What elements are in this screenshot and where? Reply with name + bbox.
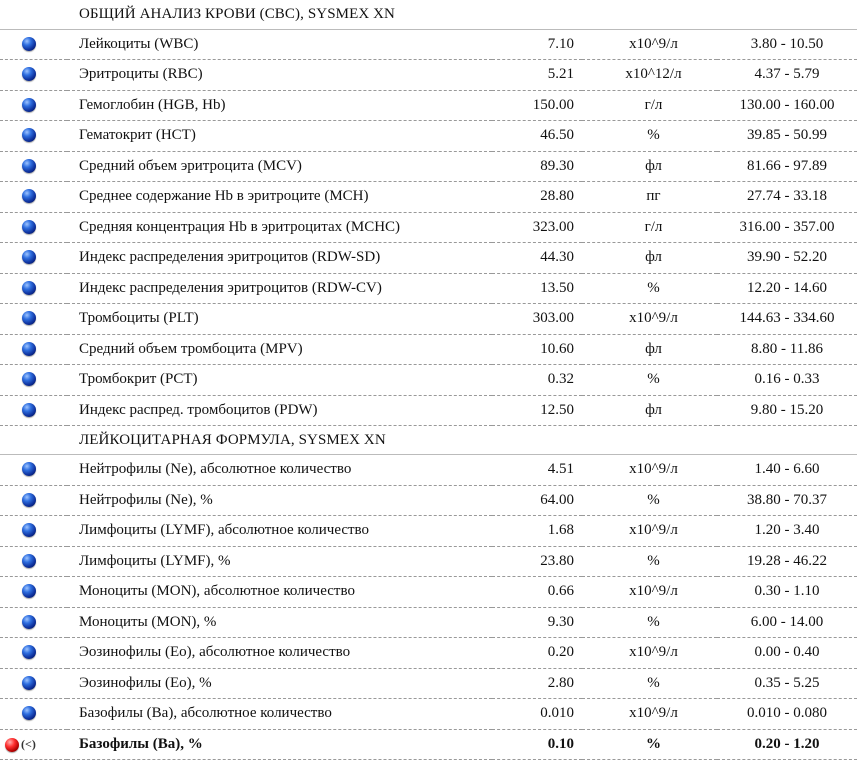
status-cell xyxy=(0,546,67,577)
test-unit: г/л xyxy=(582,90,717,121)
test-value: 4.51 xyxy=(492,455,582,486)
blue-status-ball-icon xyxy=(22,67,36,81)
result-row xyxy=(0,455,857,486)
reference-range: 38.80 - 70.37 xyxy=(717,485,857,516)
test-name: Моноциты (MON), % xyxy=(67,607,492,638)
result-row xyxy=(0,607,857,638)
status-cell xyxy=(0,60,67,91)
result-row xyxy=(0,304,857,335)
result-row xyxy=(0,365,857,396)
status-cell xyxy=(0,304,67,335)
test-name: Индекс распред. тромбоцитов (PDW) xyxy=(67,395,492,426)
reference-range: 0.35 - 5.25 xyxy=(717,668,857,699)
test-unit: % xyxy=(582,273,717,304)
blue-status-ball-icon xyxy=(22,372,36,386)
status-cell xyxy=(0,273,67,304)
blue-status-ball-icon xyxy=(22,403,36,417)
test-unit: x10^12/л xyxy=(582,60,717,91)
reference-range: 144.63 - 334.60 xyxy=(717,304,857,335)
result-row xyxy=(0,121,857,152)
test-unit: % xyxy=(582,121,717,152)
test-unit: фл xyxy=(582,395,717,426)
test-name: Индекс распределения эритроцитов (RDW-SD) xyxy=(67,243,492,274)
result-row xyxy=(0,577,857,608)
test-value: 44.30 xyxy=(492,243,582,274)
red-status-ball-icon xyxy=(5,738,19,752)
result-row xyxy=(0,273,857,304)
test-unit: г/л xyxy=(582,212,717,243)
blue-status-ball-icon xyxy=(22,523,36,537)
result-row xyxy=(0,334,857,365)
blue-status-ball-icon xyxy=(22,706,36,720)
status-cell xyxy=(0,395,67,426)
reference-range: 12.20 - 14.60 xyxy=(717,273,857,304)
section-header-spacer xyxy=(0,0,67,29)
test-value: 89.30 xyxy=(492,151,582,182)
blue-status-ball-icon xyxy=(22,311,36,325)
reference-range: 316.00 - 357.00 xyxy=(717,212,857,243)
test-name: Гематокрит (HCT) xyxy=(67,121,492,152)
reference-range: 130.00 - 160.00 xyxy=(717,90,857,121)
reference-range: 4.37 - 5.79 xyxy=(717,60,857,91)
blue-status-ball-icon xyxy=(22,159,36,173)
reference-range: 19.28 - 46.22 xyxy=(717,546,857,577)
test-name: Нейтрофилы (Ne), % xyxy=(67,485,492,516)
result-row xyxy=(0,151,857,182)
test-value: 7.10 xyxy=(492,29,582,60)
blue-status-ball-icon xyxy=(22,128,36,142)
test-name: Тромбокрит (PCT) xyxy=(67,365,492,396)
blue-status-ball-icon xyxy=(22,98,36,112)
status-cell xyxy=(0,638,67,669)
test-unit: x10^9/л xyxy=(582,304,717,335)
reference-range: 81.66 - 97.89 xyxy=(717,151,857,182)
result-row xyxy=(0,699,857,730)
test-unit: % xyxy=(582,607,717,638)
test-name: Среднее содержание Hb в эритроците (MCH) xyxy=(67,182,492,213)
test-name: Моноциты (MON), абсолютное количество xyxy=(67,577,492,608)
result-row xyxy=(0,516,857,547)
result-row xyxy=(0,182,857,213)
test-unit: x10^9/л xyxy=(582,577,717,608)
result-row xyxy=(0,546,857,577)
status-cell xyxy=(0,243,67,274)
status-cell xyxy=(0,455,67,486)
test-name: Лимфоциты (LYMF), абсолютное количество xyxy=(67,516,492,547)
test-unit: x10^9/л xyxy=(582,699,717,730)
blue-status-ball-icon xyxy=(22,676,36,690)
result-row xyxy=(0,729,857,760)
blue-status-ball-icon xyxy=(22,189,36,203)
test-unit: фл xyxy=(582,151,717,182)
test-value: 0.32 xyxy=(492,365,582,396)
status-cell xyxy=(0,90,67,121)
status-cell xyxy=(0,729,67,760)
test-value: 0.010 xyxy=(492,699,582,730)
test-value: 150.00 xyxy=(492,90,582,121)
reference-range: 9.80 - 15.20 xyxy=(717,395,857,426)
result-row xyxy=(0,395,857,426)
blue-status-ball-icon xyxy=(22,220,36,234)
test-name: Гемоглобин (HGB, Hb) xyxy=(67,90,492,121)
test-unit: фл xyxy=(582,243,717,274)
status-cell xyxy=(0,577,67,608)
result-row xyxy=(0,29,857,60)
test-name: Лейкоциты (WBC) xyxy=(67,29,492,60)
test-name: Средний объем эритроцита (MCV) xyxy=(67,151,492,182)
reference-range: 39.90 - 52.20 xyxy=(717,243,857,274)
blue-status-ball-icon xyxy=(22,462,36,476)
test-unit: x10^9/л xyxy=(582,455,717,486)
test-name: Лимфоциты (LYMF), % xyxy=(67,546,492,577)
reference-range: 39.85 - 50.99 xyxy=(717,121,857,152)
test-value: 9.30 xyxy=(492,607,582,638)
blue-status-ball-icon xyxy=(22,342,36,356)
test-unit: % xyxy=(582,485,717,516)
test-name: Эозинофилы (Eo), % xyxy=(67,668,492,699)
test-unit: % xyxy=(582,546,717,577)
result-row xyxy=(0,60,857,91)
blue-status-ball-icon xyxy=(22,250,36,264)
reference-range: 0.30 - 1.10 xyxy=(717,577,857,608)
test-value: 0.20 xyxy=(492,638,582,669)
status-cell xyxy=(0,29,67,60)
test-name: Эритроциты (RBC) xyxy=(67,60,492,91)
result-row xyxy=(0,668,857,699)
test-value: 13.50 xyxy=(492,273,582,304)
status-cell xyxy=(0,121,67,152)
blue-status-ball-icon xyxy=(22,554,36,568)
test-value: 23.80 xyxy=(492,546,582,577)
test-value: 64.00 xyxy=(492,485,582,516)
result-row xyxy=(0,90,857,121)
section-header-spacer xyxy=(0,426,67,455)
test-value: 303.00 xyxy=(492,304,582,335)
status-cell xyxy=(0,699,67,730)
section-header xyxy=(0,0,857,29)
test-value: 5.21 xyxy=(492,60,582,91)
status-cell xyxy=(0,485,67,516)
test-name: Базофилы (Ba), абсолютное количество xyxy=(67,699,492,730)
test-name: Индекс распределения эритроцитов (RDW-CV) xyxy=(67,273,492,304)
status-cell xyxy=(0,365,67,396)
result-row xyxy=(0,485,857,516)
section-title: ЛЕЙКОЦИТАРНАЯ ФОРМУЛА, SYSMEX XN xyxy=(67,426,857,455)
reference-range: 8.80 - 11.86 xyxy=(717,334,857,365)
status-cell xyxy=(0,151,67,182)
result-row xyxy=(0,212,857,243)
test-value: 2.80 xyxy=(492,668,582,699)
result-row xyxy=(0,638,857,669)
reference-range: 0.16 - 0.33 xyxy=(717,365,857,396)
test-name: Средний объем тромбоцита (MPV) xyxy=(67,334,492,365)
reference-range: 0.00 - 0.40 xyxy=(717,638,857,669)
test-value: 10.60 xyxy=(492,334,582,365)
test-value: 0.66 xyxy=(492,577,582,608)
blue-status-ball-icon xyxy=(22,615,36,629)
reference-range: 0.20 - 1.20 xyxy=(717,729,857,760)
reference-range: 0.010 - 0.080 xyxy=(717,699,857,730)
test-unit: % xyxy=(582,729,717,760)
blue-status-ball-icon xyxy=(22,493,36,507)
test-value: 1.68 xyxy=(492,516,582,547)
test-value: 323.00 xyxy=(492,212,582,243)
section-title: ОБЩИЙ АНАЛИЗ КРОВИ (CBC), SYSMEX XN xyxy=(67,0,857,29)
test-unit: x10^9/л xyxy=(582,638,717,669)
test-unit: % xyxy=(582,365,717,396)
status-cell xyxy=(0,607,67,638)
test-name: Эозинофилы (Eo), абсолютное количество xyxy=(67,638,492,669)
reference-range: 3.80 - 10.50 xyxy=(717,29,857,60)
blue-status-ball-icon xyxy=(22,584,36,598)
test-unit: фл xyxy=(582,334,717,365)
test-value: 46.50 xyxy=(492,121,582,152)
test-name: Тромбоциты (PLT) xyxy=(67,304,492,335)
low-flag-indicator: (<) xyxy=(21,736,36,751)
test-value: 28.80 xyxy=(492,182,582,213)
test-name: Базофилы (Ba), % xyxy=(67,729,492,760)
reference-range: 6.00 - 14.00 xyxy=(717,607,857,638)
blue-status-ball-icon xyxy=(22,645,36,659)
status-cell xyxy=(0,668,67,699)
test-unit: x10^9/л xyxy=(582,29,717,60)
blue-status-ball-icon xyxy=(22,37,36,51)
test-value: 0.10 xyxy=(492,729,582,760)
result-row xyxy=(0,243,857,274)
reference-range: 1.20 - 3.40 xyxy=(717,516,857,547)
test-unit: % xyxy=(582,668,717,699)
section-header xyxy=(0,426,857,455)
blue-status-ball-icon xyxy=(22,281,36,295)
test-value: 12.50 xyxy=(492,395,582,426)
reference-range: 1.40 - 6.60 xyxy=(717,455,857,486)
status-cell xyxy=(0,516,67,547)
reference-range: 27.74 - 33.18 xyxy=(717,182,857,213)
test-unit: пг xyxy=(582,182,717,213)
status-cell xyxy=(0,212,67,243)
status-cell xyxy=(0,182,67,213)
test-name: Средняя концентрация Hb в эритроцитах (MCHC) xyxy=(67,212,492,243)
test-name: Нейтрофилы (Ne), абсолютное количество xyxy=(67,455,492,486)
test-unit: x10^9/л xyxy=(582,516,717,547)
status-cell xyxy=(0,334,67,365)
